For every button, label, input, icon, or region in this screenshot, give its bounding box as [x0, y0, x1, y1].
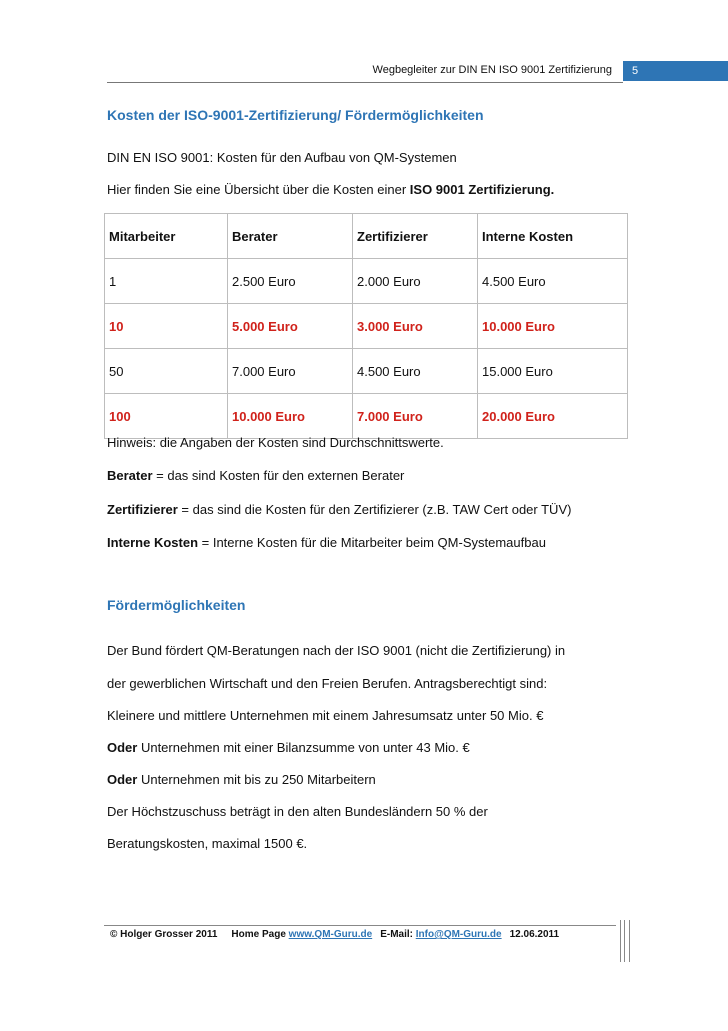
table-header-cell: Mitarbeiter [105, 214, 228, 259]
funding-line: Beratungskosten, maximal 1500 €. [107, 836, 308, 851]
table-header-cell: Zertifizierer [353, 214, 478, 259]
note-text: = das sind die Kosten für den Zertifizierer (z.B. TAW Cert oder TÜV) [177, 502, 572, 517]
table-row [105, 259, 628, 304]
note-text: = Interne Kosten für die Mitarbeiter beim QM-Systemaufbau [198, 535, 546, 550]
table-cell: 2.000 Euro [353, 259, 478, 304]
table-row-highlighted [105, 304, 628, 349]
footer-email-label: E-Mail: [380, 929, 416, 940]
footer-email-link[interactable]: Info@QM-Guru.de [415, 929, 502, 940]
table-cell: 100 [105, 394, 228, 439]
header-title: Wegbegleiter zur DIN EN ISO 9001 Zertifizierung [372, 64, 612, 76]
funding-or: Oder [107, 740, 138, 755]
table-cell: 5.000 Euro [228, 304, 353, 349]
funding-line: der gewerblichen Wirtschaft und den Freien Berufen. Antragsberechtigt sind: [107, 676, 548, 691]
table-cell: 4.500 Euro [478, 259, 628, 304]
page-footer [110, 929, 559, 940]
table-cell: 7.000 Euro [353, 394, 478, 439]
table-cell: 10.000 Euro [478, 304, 628, 349]
note-text: = das sind Kosten für den externen Berater [152, 468, 405, 483]
table-cell: 1 [105, 259, 228, 304]
cost-table [104, 213, 628, 439]
page-number: 5 [623, 61, 728, 81]
table-row-highlighted [105, 394, 628, 439]
note-hint: Hinweis: die Angaben der Kosten sind Durchschnittswerte. [107, 435, 444, 450]
note-term: Interne Kosten [107, 535, 199, 550]
note-berater [107, 468, 404, 483]
table-row [105, 349, 628, 394]
costs-intro-bold: ISO 9001 Zertifizierung. [409, 182, 555, 197]
table-cell: 4.500 Euro [353, 349, 478, 394]
footer-homepage-label: Home Page [231, 929, 289, 940]
table-cell: 50 [105, 349, 228, 394]
note-term: Zertifizierer [107, 502, 178, 517]
footer-homepage-link[interactable]: www.QM-Guru.de [288, 929, 373, 940]
table-header-cell: Berater [228, 214, 353, 259]
funding-line: Kleinere und mittlere Unternehmen mit einem Jahresumsatz unter 50 Mio. € [107, 708, 544, 723]
table-cell: 15.000 Euro [478, 349, 628, 394]
note-term: Berater [107, 468, 153, 483]
footer-copyright: © Holger Grosser 2011 [110, 929, 218, 940]
funding-line: Der Bund fördert QM-Beratungen nach der ISO 9001 (nicht die Zertifizierung) in [107, 643, 566, 658]
table-header-row [105, 214, 628, 259]
note-zertifizierer [107, 502, 571, 517]
funding-text: Unternehmen mit einer Bilanzsumme von unter 43 Mio. € [137, 740, 470, 755]
header-divider [107, 82, 623, 83]
funding-line [107, 740, 470, 755]
section-heading-funding: Fördermöglichkeiten [107, 597, 246, 613]
footer-divider [104, 925, 616, 926]
footer-date: 12.06.2011 [509, 929, 560, 940]
footer-decoration [620, 920, 630, 962]
costs-intro-text: Hier finden Sie eine Übersicht über die Kosten einer [107, 182, 410, 197]
table-cell: 20.000 Euro [478, 394, 628, 439]
table-header-cell: Interne Kosten [478, 214, 628, 259]
table-cell: 10.000 Euro [228, 394, 353, 439]
table-cell: 7.000 Euro [228, 349, 353, 394]
costs-subtitle: DIN EN ISO 9001: Kosten für den Aufbau von QM-Systemen [107, 150, 457, 165]
note-interne-kosten [107, 535, 546, 550]
funding-or: Oder [107, 772, 138, 787]
table-cell: 10 [105, 304, 228, 349]
funding-line [107, 772, 376, 787]
funding-line: Der Höchstzuschuss beträgt in den alten Bundesländern 50 % der [107, 804, 488, 819]
section-heading-costs: Kosten der ISO-9001-Zertifizierung/ Fördermöglichkeiten [107, 107, 484, 123]
table-cell: 3.000 Euro [353, 304, 478, 349]
funding-text: Unternehmen mit bis zu 250 Mitarbeitern [137, 772, 376, 787]
table-cell: 2.500 Euro [228, 259, 353, 304]
costs-intro [107, 182, 554, 197]
